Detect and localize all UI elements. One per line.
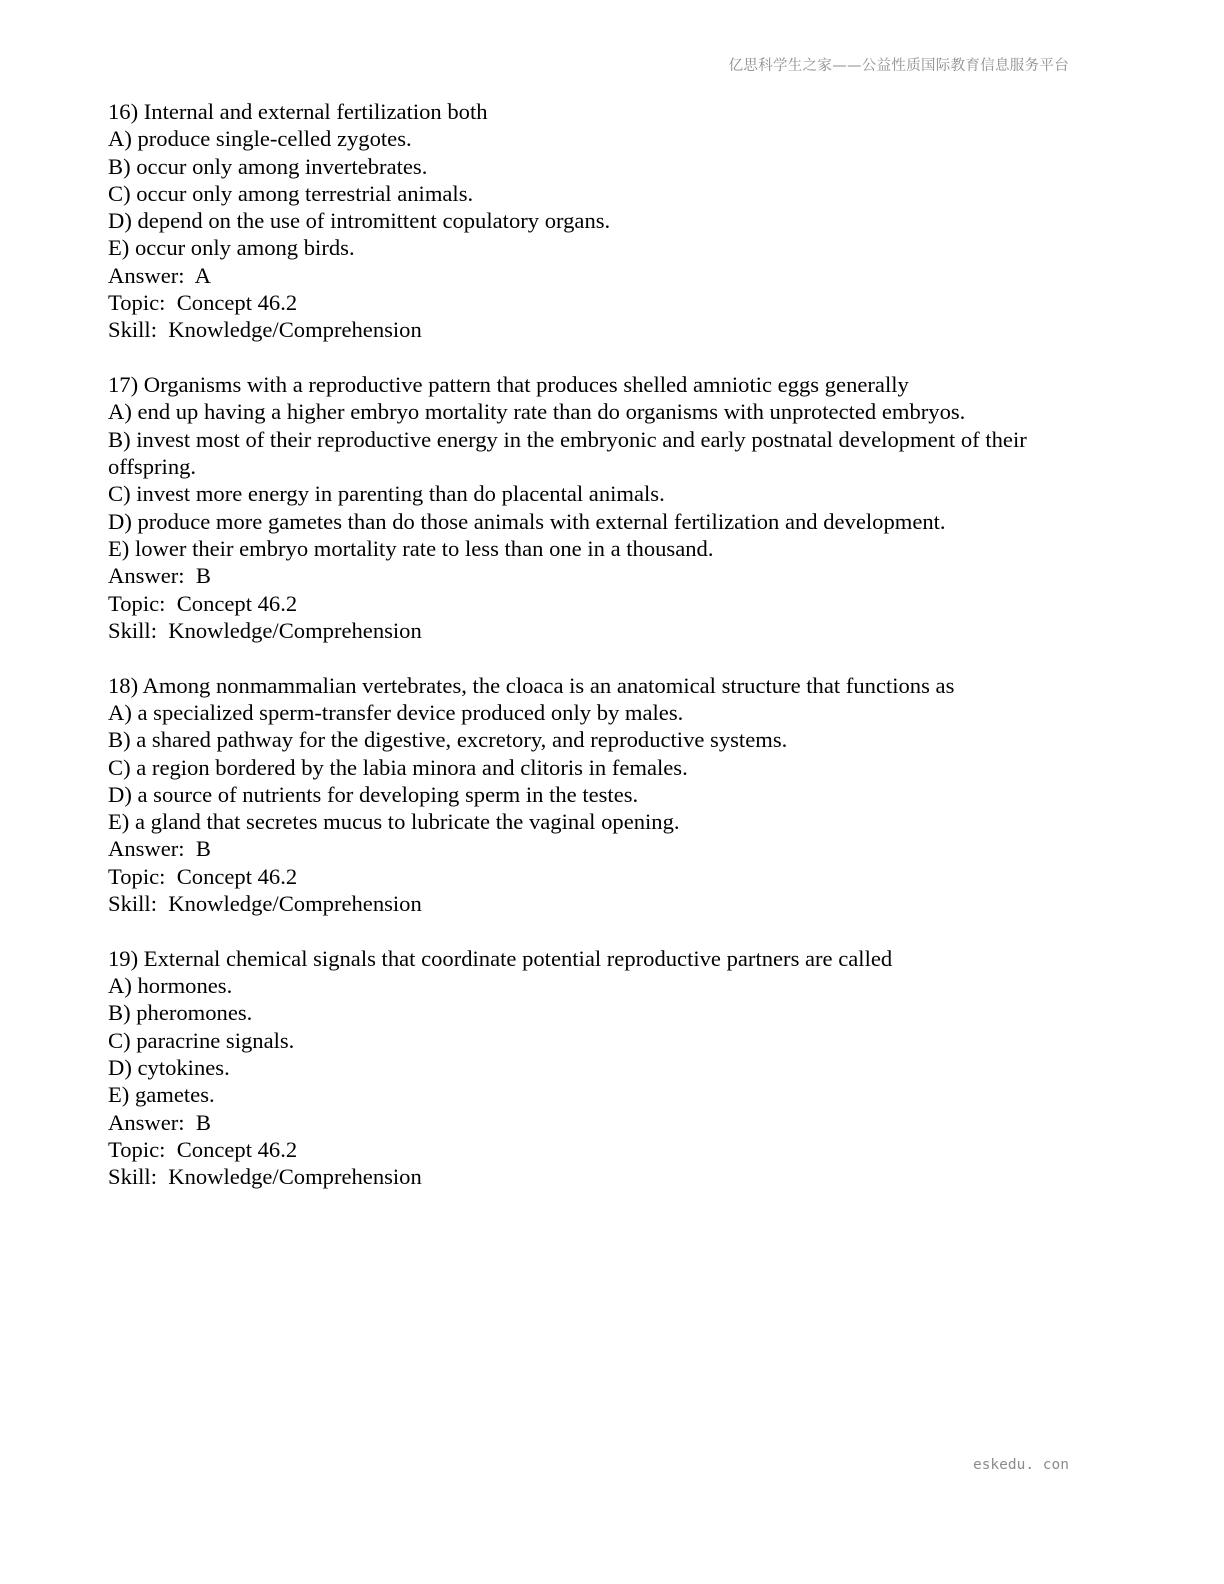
topic-line: Topic: Concept 46.2 — [108, 1136, 298, 1162]
question-16 — [108, 98, 1098, 344]
page-footer-site-url: eskedu. con — [972, 1457, 1069, 1473]
option-e: E) lower their embryo mortality rate to less than one in a thousand. — [108, 535, 714, 561]
option-e: E) gametes. — [108, 1082, 215, 1108]
question-19 — [108, 945, 1098, 1191]
question-stem: 17) Organisms with a reproductive pattern that produces shelled amniotic eggs generally — [108, 372, 909, 398]
option-e: E) occur only among birds. — [108, 235, 355, 261]
option-b: B) occur only among invertebrates. — [108, 153, 428, 179]
option-e: E) a gland that secretes mucus to lubricate the vaginal opening. — [108, 809, 680, 835]
skill-line: Skill: Knowledge/Comprehension — [108, 617, 422, 643]
question-list — [108, 98, 1098, 1218]
option-a: A) produce single-celled zygotes. — [108, 126, 412, 152]
option-d: D) depend on the use of intromittent copulatory organs. — [108, 208, 611, 234]
option-c: C) occur only among terrestrial animals. — [108, 180, 474, 206]
topic-line: Topic: Concept 46.2 — [108, 590, 298, 616]
option-d: D) cytokines. — [108, 1055, 230, 1080]
option-a: A) end up having a higher embryo mortality rate than do organisms with unprotected embryos. — [108, 399, 966, 425]
question-stem: 19) External chemical signals that coordinate potential reproductive partners are called — [108, 945, 893, 971]
question-stem: 16) Internal and external fertilization both — [108, 99, 488, 124]
option-b: B) a shared pathway for the digestive, excretory, and reproductive systems. — [108, 727, 788, 753]
topic-line: Topic: Concept 46.2 — [108, 290, 298, 316]
option-d: D) produce more gametes than do those animals with external fertilization and development. — [108, 508, 946, 534]
page-header-site-text: 亿思科学生之家——公益性质国际教育信息服务平台 — [728, 58, 1069, 74]
answer-line: Answer: B — [108, 836, 211, 862]
skill-line: Skill: Knowledge/Comprehension — [108, 891, 422, 917]
option-c: C) paracrine signals. — [108, 1027, 295, 1053]
answer-line: Answer: B — [108, 563, 211, 589]
skill-line: Skill: Knowledge/Comprehension — [108, 317, 422, 343]
option-d: D) a source of nutrients for developing sperm in the testes. — [108, 781, 639, 807]
option-a: A) a specialized sperm-transfer device produced only by males. — [108, 699, 684, 725]
option-c: C) invest more energy in parenting than do placental animals. — [108, 481, 665, 507]
question-stem: 18) Among nonmammalian vertebrates, the cloaca is an anatomical structure that functions as — [108, 672, 955, 698]
option-b: B) pheromones. — [108, 1000, 253, 1026]
topic-line: Topic: Concept 46.2 — [108, 863, 298, 889]
option-b: B) invest most of their reproductive energy in the embryonic and early postnatal development of their offspring. — [108, 426, 1033, 480]
option-c: C) a region bordered by the labia minora and clitoris in females. — [108, 754, 688, 780]
question-17 — [108, 371, 1098, 644]
skill-line: Skill: Knowledge/Comprehension — [108, 1164, 422, 1190]
question-18 — [108, 672, 1098, 918]
answer-line: Answer: B — [108, 1109, 211, 1135]
option-a: A) hormones. — [108, 973, 233, 999]
answer-line: Answer: A — [108, 262, 211, 288]
